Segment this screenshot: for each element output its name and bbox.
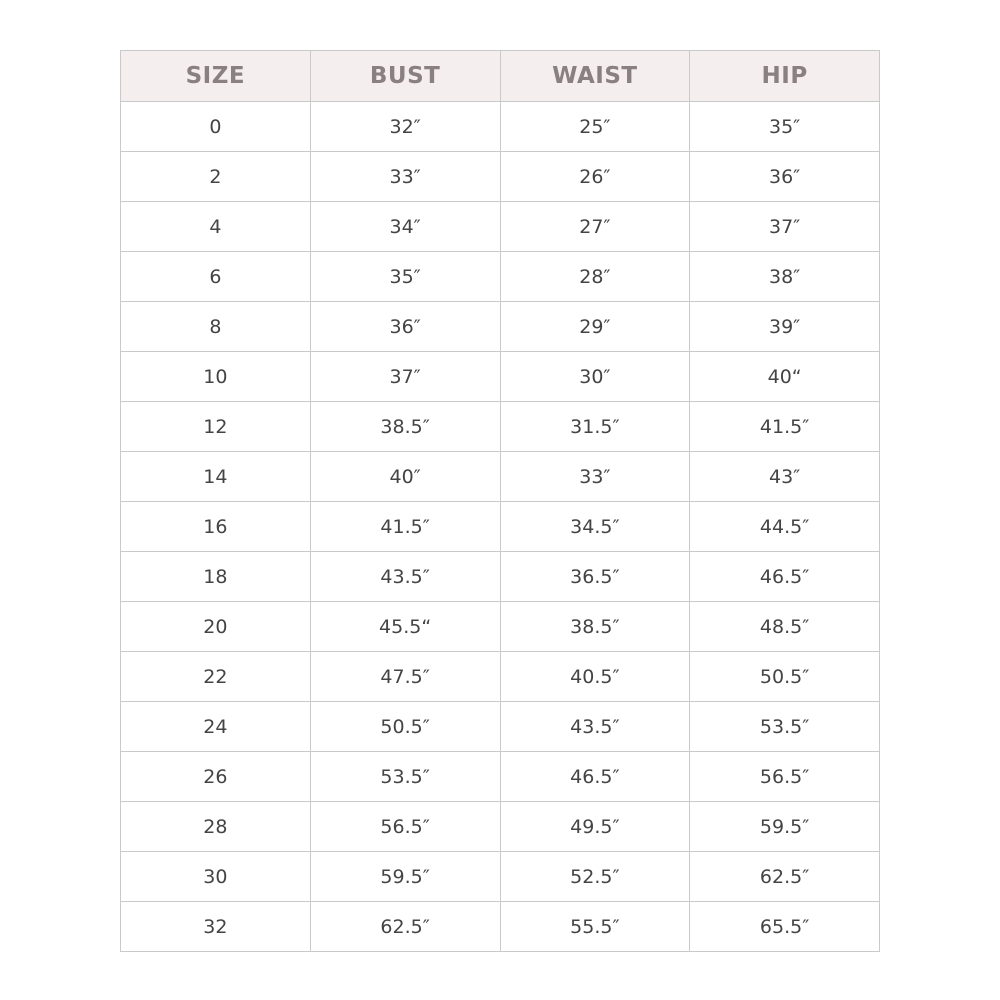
waist-cell: 27″	[500, 202, 690, 252]
size-chart-body	[121, 102, 880, 952]
table-row	[121, 352, 880, 402]
hip-cell: 41.5″	[690, 402, 880, 452]
waist-cell: 29″	[500, 302, 690, 352]
hip-cell: 40“	[690, 352, 880, 402]
waist-cell: 34.5″	[500, 502, 690, 552]
table-row	[121, 752, 880, 802]
bust-cell: 40″	[310, 452, 500, 502]
table-row	[121, 152, 880, 202]
waist-cell: 43.5″	[500, 702, 690, 752]
size-cell: 20	[121, 602, 311, 652]
table-row	[121, 402, 880, 452]
size-cell: 6	[121, 252, 311, 302]
bust-cell: 32″	[310, 102, 500, 152]
table-row	[121, 602, 880, 652]
waist-column-header: WAIST	[500, 51, 690, 102]
size-cell: 16	[121, 502, 311, 552]
size-column-header: SIZE	[121, 51, 311, 102]
header-row	[121, 51, 880, 102]
waist-cell: 31.5″	[500, 402, 690, 452]
waist-cell: 49.5″	[500, 802, 690, 852]
hip-cell: 38″	[690, 252, 880, 302]
waist-cell: 28″	[500, 252, 690, 302]
waist-cell: 30″	[500, 352, 690, 402]
table-row	[121, 302, 880, 352]
table-row	[121, 802, 880, 852]
table-row	[121, 502, 880, 552]
hip-column-header: HIP	[690, 51, 880, 102]
size-cell: 32	[121, 902, 311, 952]
hip-cell: 35″	[690, 102, 880, 152]
waist-cell: 26″	[500, 152, 690, 202]
bust-cell: 62.5″	[310, 902, 500, 952]
hip-cell: 62.5″	[690, 852, 880, 902]
size-cell: 2	[121, 152, 311, 202]
waist-cell: 36.5″	[500, 552, 690, 602]
hip-cell: 50.5″	[690, 652, 880, 702]
bust-cell: 35″	[310, 252, 500, 302]
waist-cell: 52.5″	[500, 852, 690, 902]
size-cell: 4	[121, 202, 311, 252]
size-cell: 22	[121, 652, 311, 702]
table-row	[121, 202, 880, 252]
hip-cell: 48.5″	[690, 602, 880, 652]
bust-cell: 38.5″	[310, 402, 500, 452]
bust-column-header: BUST	[310, 51, 500, 102]
hip-cell: 46.5″	[690, 552, 880, 602]
size-cell: 28	[121, 802, 311, 852]
bust-cell: 59.5″	[310, 852, 500, 902]
size-cell: 24	[121, 702, 311, 752]
bust-cell: 50.5″	[310, 702, 500, 752]
size-chart-table	[120, 50, 880, 952]
table-row	[121, 102, 880, 152]
bust-cell: 53.5″	[310, 752, 500, 802]
waist-cell: 46.5″	[500, 752, 690, 802]
hip-cell: 44.5″	[690, 502, 880, 552]
size-cell: 30	[121, 852, 311, 902]
table-row	[121, 252, 880, 302]
hip-cell: 53.5″	[690, 702, 880, 752]
size-cell: 10	[121, 352, 311, 402]
bust-cell: 56.5″	[310, 802, 500, 852]
bust-cell: 43.5″	[310, 552, 500, 602]
size-cell: 26	[121, 752, 311, 802]
hip-cell: 37″	[690, 202, 880, 252]
table-row	[121, 452, 880, 502]
size-cell: 8	[121, 302, 311, 352]
size-chart-container	[120, 50, 880, 952]
waist-cell: 40.5″	[500, 652, 690, 702]
hip-cell: 36″	[690, 152, 880, 202]
size-cell: 0	[121, 102, 311, 152]
bust-cell: 36″	[310, 302, 500, 352]
size-cell: 18	[121, 552, 311, 602]
hip-cell: 39″	[690, 302, 880, 352]
bust-cell: 34″	[310, 202, 500, 252]
size-cell: 14	[121, 452, 311, 502]
table-row	[121, 902, 880, 952]
bust-cell: 41.5″	[310, 502, 500, 552]
table-row	[121, 552, 880, 602]
table-row	[121, 702, 880, 752]
bust-cell: 33″	[310, 152, 500, 202]
waist-cell: 25″	[500, 102, 690, 152]
table-row	[121, 652, 880, 702]
bust-cell: 37″	[310, 352, 500, 402]
hip-cell: 65.5″	[690, 902, 880, 952]
waist-cell: 33″	[500, 452, 690, 502]
size-cell: 12	[121, 402, 311, 452]
table-row	[121, 852, 880, 902]
waist-cell: 38.5″	[500, 602, 690, 652]
hip-cell: 59.5″	[690, 802, 880, 852]
hip-cell: 43″	[690, 452, 880, 502]
bust-cell: 47.5″	[310, 652, 500, 702]
bust-cell: 45.5“	[310, 602, 500, 652]
hip-cell: 56.5″	[690, 752, 880, 802]
waist-cell: 55.5″	[500, 902, 690, 952]
